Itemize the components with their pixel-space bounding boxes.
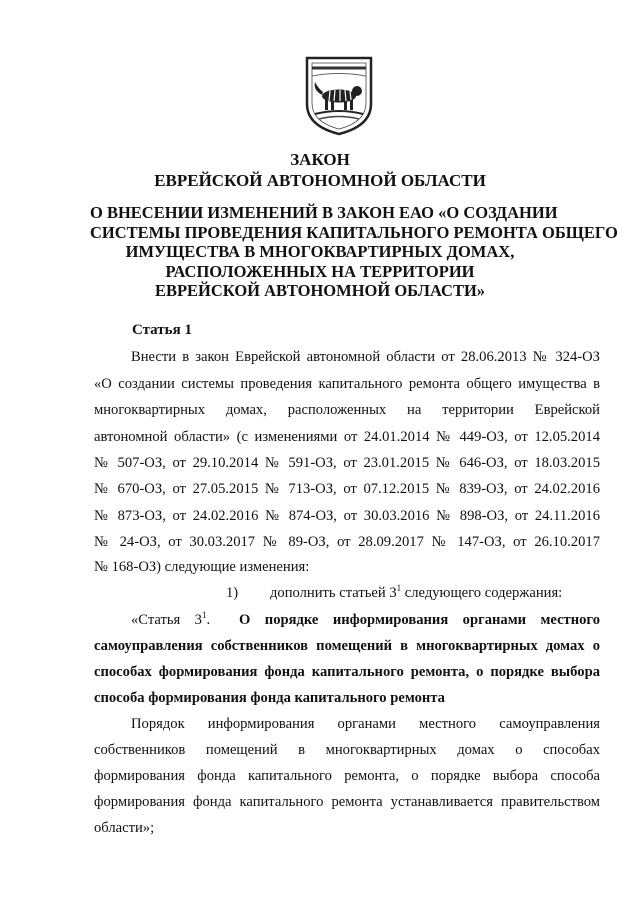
paragraph-line: «О создании системы проведения капитального ремонта общего имущества в: [94, 376, 600, 392]
new-article-dot: .: [206, 612, 211, 628]
subtitle-line: ИМУЩЕСТВА В МНОГОКВАРТИРНЫХ ДОМАХ,: [125, 242, 515, 262]
law-title: ЗАКОН: [290, 150, 350, 169]
paragraph-line: собственников помещений в многоквартирных домах о способах: [94, 742, 600, 758]
list-item-text: [270, 583, 562, 603]
paragraph-line: № 873-ОЗ, от 24.02.2016 № 874-ОЗ, от 30.03.2016 № 898-ОЗ, от 24.11.2016: [94, 508, 600, 524]
superscript: 1: [201, 610, 207, 620]
new-article-title-start: О порядке информирования органами местного: [239, 612, 600, 628]
paragraph-line: многоквартирных домах, расположенных на территории Еврейской: [94, 402, 600, 418]
new-article-title-line: самоуправления собственников помещений в многоквартирных домах о: [94, 638, 600, 654]
new-article-prefix: «Статья 3: [131, 612, 202, 628]
list-item-number: 1): [226, 585, 239, 601]
law-subtitle: [90, 203, 618, 301]
subtitle-line: ЕВРЕЙСКОЙ АВТОНОМНОЙ ОБЛАСТИ»: [154, 281, 486, 301]
paragraph-line: № 507-ОЗ, от 29.10.2014 № 591-ОЗ, от 23.01.2015 № 646-ОЗ, от 18.03.2015: [94, 455, 600, 471]
new-article-title-line: способах формирования фонда капитального ремонта, о порядке выбора: [94, 664, 600, 680]
subtitle-line: РАСПОЛОЖЕННЫХ НА ТЕРРИТОРИИ: [165, 261, 475, 281]
subtitle-line: О ВНЕСЕНИИ ИЗМЕНЕНИЙ В ЗАКОН ЕАО «О СОЗДАНИИ: [90, 203, 558, 222]
superscript: 1: [396, 583, 402, 593]
subtitle-line: СИСТЕМЫ ПРОВЕДЕНИЯ КАПИТАЛЬНОГО РЕМОНТА ОБЩЕГО: [90, 222, 618, 242]
paragraph-line: области»;: [94, 820, 155, 836]
paragraph-line: № 168-ОЗ) следующие изменения:: [94, 559, 310, 575]
paragraph-line: формирования фонда капитального ремонта, о порядке выбора способа: [94, 768, 600, 784]
list-item-text-start: дополнить статьей 3: [270, 585, 397, 601]
paragraph-line: Внести в закон Еврейской автономной области от 28.06.2013 № 324-ОЗ: [131, 349, 600, 365]
paragraph-line: формирования фонда капитального ремонта устанавливается правительством: [94, 794, 600, 810]
list-item-text-end: следующего содержания:: [401, 585, 563, 601]
tiger-coat-of-arms-icon: [303, 54, 375, 136]
new-article-title-line: способа формирования фонда капитального ремонта: [94, 690, 445, 706]
article-heading: Статья 1: [132, 322, 192, 338]
paragraph-line: № 670-ОЗ, от 27.05.2015 № 713-ОЗ, от 07.12.2015 № 839-ОЗ, от 24.02.2016: [94, 481, 600, 497]
paragraph-line: № 24-ОЗ, от 30.03.2017 № 89-ОЗ, от 28.09.2017 № 147-ОЗ, от 26.10.2017: [94, 534, 600, 550]
paragraph-line: Порядок информирования органами местного самоуправления: [131, 716, 600, 732]
law-region: ЕВРЕЙСКОЙ АВТОНОМНОЙ ОБЛАСТИ: [154, 171, 486, 190]
paragraph-line: автономной области» (с изменениями от 24.01.2014 № 449-ОЗ, от 12.05.2014: [94, 429, 600, 445]
new-article-title-line: [131, 610, 600, 630]
